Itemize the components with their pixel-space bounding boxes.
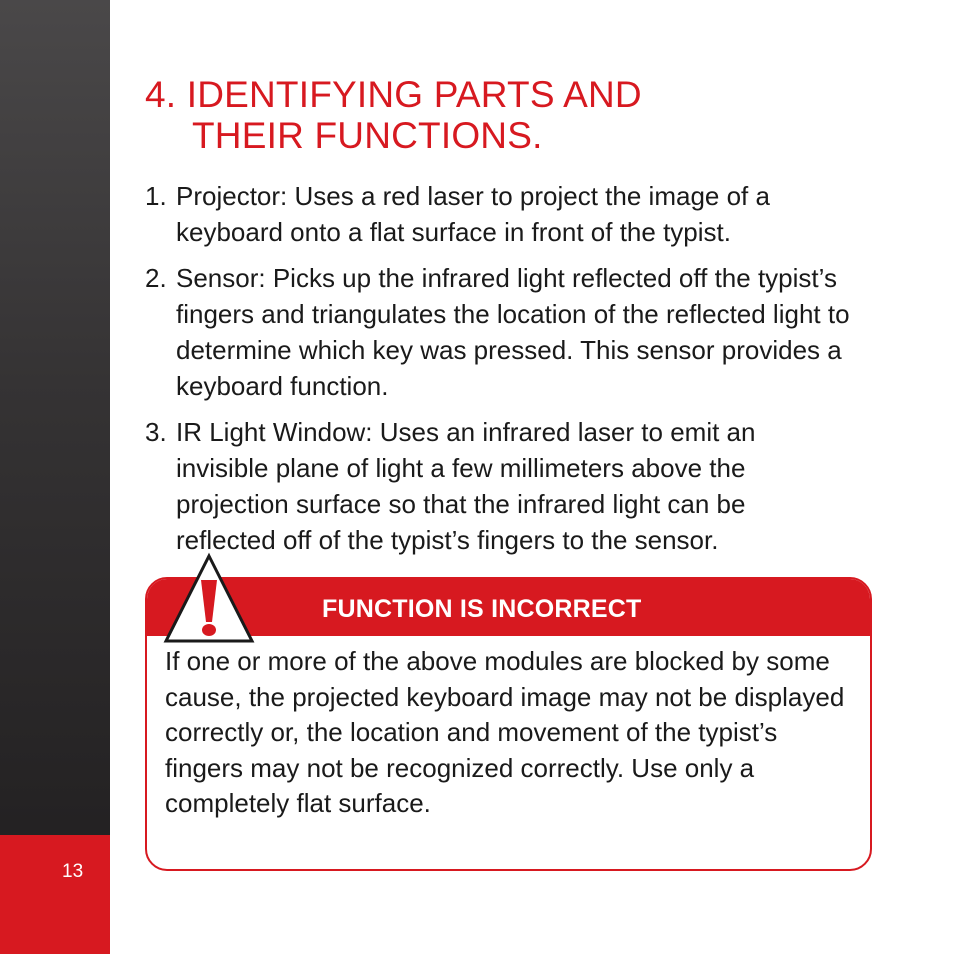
list-item-text: IR Light Window: Uses an infrared laser to emit an invisible plane of light a few millimeters above the projection surface so that the infrared light can be reflected off of the typist’s fingers to the sensor. [176, 417, 756, 555]
list-item [145, 414, 848, 558]
warning-triangle-icon [163, 552, 255, 644]
parts-list [145, 178, 875, 568]
list-item-text: Sensor: Picks up the infrared light reflected off the typist’s fingers and triangulates the location of the reflected light to determine which key was pressed. This sensor provides a keyboard function. [176, 263, 850, 401]
warning-title: FUNCTION IS INCORRECT [322, 595, 642, 623]
page-number: 13 [62, 861, 84, 882]
page-number-tab [0, 835, 110, 954]
list-item [145, 260, 866, 404]
list-item-number: 2. [145, 263, 167, 293]
warning-header [147, 579, 870, 636]
page-title [145, 74, 642, 156]
page-title-line-2: THEIR FUNCTIONS. [192, 115, 543, 156]
page-title-line-1: 4. IDENTIFYING PARTS AND [145, 74, 642, 115]
list-item-text: Projector: Uses a red laser to project the image of a keyboard onto a flat surface in front of the typist. [176, 181, 770, 247]
list-item-number: 1. [145, 181, 167, 211]
warning-body: If one or more of the above modules are blocked by some cause, the projected keyboard image may not be displayed correctly or, the location and movement of the typist’s fingers may not be recognized correctly. Use only a completely flat surface. [165, 646, 845, 818]
list-item [145, 178, 866, 250]
sidebar-strip [0, 0, 110, 954]
list-item-number: 3. [145, 417, 167, 447]
